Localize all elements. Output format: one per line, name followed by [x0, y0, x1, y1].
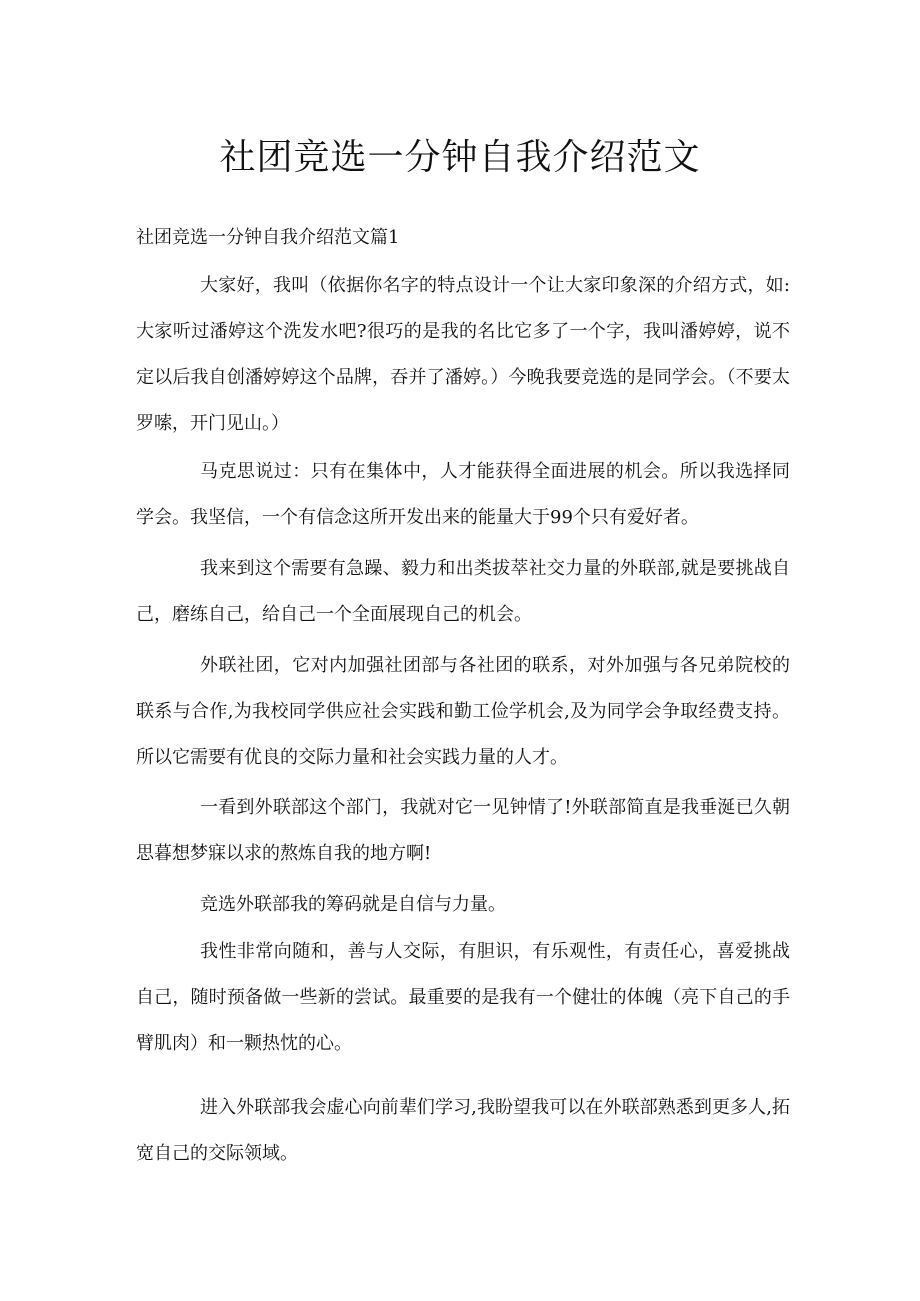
document-title: 社团竞选一分钟自我介绍范文 — [219, 137, 701, 178]
paragraph-6: 竞选外联部我的筹码就是自信与力量。 — [200, 894, 506, 915]
paragraph-7: 我性非常向随和，善与人交际，有胆识，有乐观性，有责任心，喜爱挑战自己，随时预备做一些新的尝试。最重要的是我有一个健壮的体魄（亮下自己的手臂肌肉）和一颗热忱的心。 — [136, 941, 790, 1054]
section-heading: 社团竞选一分钟自我介绍范文篇1 — [136, 227, 400, 248]
paragraph-5: 一看到外联部这个部门，我就对它一见钟情了!外联部简直是我垂涎已久朝思暮想梦寐以求的熬炼自我的地方啊! — [136, 797, 790, 864]
paragraph-3: 我来到这个需要有急躁、毅力和出类拔萃社交力量的外联部,就是要挑战自己，磨练自己，给自己一个全面展现自己的机会。 — [136, 558, 790, 625]
paragraph-1: 大家好，我叫（依据你名字的特点设计一个让大家印象深的介绍方式，如:大家听过潘婷这个洗发水吧?很巧的是我的名比它多了一个字，我叫潘婷婷，说不定以后我自创潘婷婷这个品牌，吞并了潘婷。）今晚我要竞选的是同学会。（不要太罗嗦，开门见山。） — [136, 275, 790, 434]
paragraph-4: 外联社团，它对内加强社团部与各社团的联系，对外加强与各兄弟院校的联系与合作,为我校同学供应社会实践和勤工俭学机会,及为同学会争取经费支持。所以它需要有优良的交际力量和社会实践力量的人才。 — [136, 655, 790, 768]
paragraph-2: 马克思说过：只有在集体中，人才能获得全面进展的机会。所以我选择同学会。我坚信，一个有信念这所开发出来的能量大于99个只有爱好者。 — [136, 461, 790, 528]
paragraph-8: 进入外联部我会虚心向前辈们学习,我盼望我可以在外联部熟悉到更多人,拓宽自己的交际领域。 — [136, 1097, 790, 1164]
